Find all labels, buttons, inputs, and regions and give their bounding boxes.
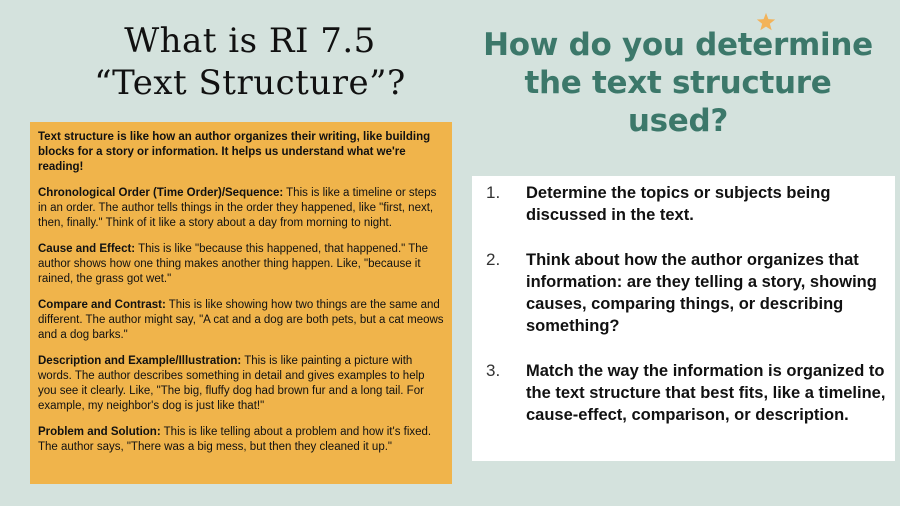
step-item-2 [486,249,887,337]
right-title-line-2: the text structure [524,65,832,101]
intro-text: Text structure is like how an author organizes their writing, like building blocks for a story or information. It helps us understand what we're reading! [38,131,431,173]
structure-text: This is like painting a picture with words. The author describes something in detail and gives examples to help you see it clearly. Like, "The big, fluffy dog had brown fur and a long tail. For example, my neighbor's dog is just like that!" [38,355,425,412]
structure-heading: Problem and Solution: [38,426,161,438]
structure-text: This is like showing how two things are the same and different. The author might say, "A cat and a dog are both pets, but a cat meows and a dog barks." [38,299,444,341]
structure-item-description [38,354,444,414]
step-item-3 [486,360,887,426]
step-number: 1. [486,183,501,202]
step-item-1 [486,182,887,226]
steps-box [472,176,895,461]
step-text: Think about how the author organizes that information: are they telling a story, showing causes, comparing things, or describing something? [526,251,877,335]
left-title [40,20,460,104]
structure-heading: Description and Example/Illustration: [38,355,242,367]
structure-item-chronological [38,186,444,231]
left-title-line-2: “Text Structure”? [94,63,406,103]
structure-heading: Cause and Effect: [38,243,136,255]
structure-item-cause-effect [38,242,444,287]
step-number: 2. [486,250,501,269]
definitions-box [30,122,452,484]
right-title [465,26,891,140]
structure-text: This is like "because this happened, that happened." The author shows how one thing makes another thing happen. Like, "because it rained, the grass got wet." [38,243,429,285]
step-text: Determine the topics or subjects being discussed in the text. [526,184,831,224]
step-number: 3. [486,361,501,380]
structure-heading: Chronological Order (Time Order)/Sequence: [38,187,284,199]
structure-item-compare-contrast [38,298,444,343]
structure-heading: Compare and Contrast: [38,299,166,311]
structure-text: This is like telling about a problem and how it's fixed. The author says, "There was a big mess, but then they cleaned it up." [38,426,432,453]
right-title-line-3: used? [627,103,729,139]
step-text: Match the way the information is organized to the text structure that best fits, like a timeline, cause-effect, comparison, or description. [526,362,886,424]
left-title-line-1: What is RI 7.5 [124,21,376,61]
structure-text: This is like a timeline or steps in an order. The author tells things in the order they happened, like "first, next, then, finally." Think of it like a story about a day from morning to night. [38,187,437,229]
structure-item-problem-solution [38,425,444,455]
right-title-line-1: How do you determine [483,27,873,63]
